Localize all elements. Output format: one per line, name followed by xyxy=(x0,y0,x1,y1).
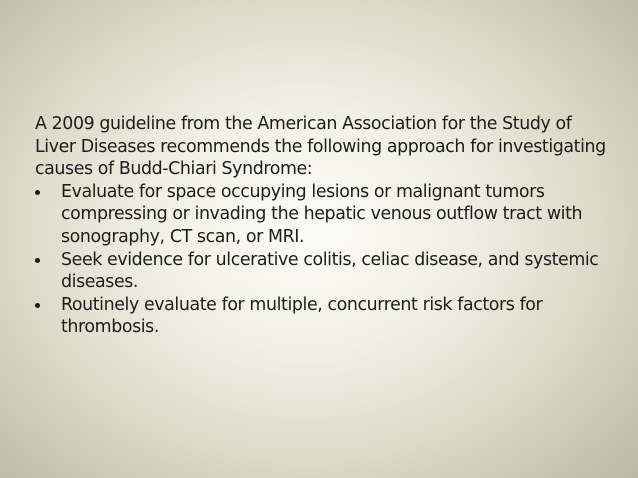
bullet-item xyxy=(35,249,615,294)
bullet-text: Evaluate for space occupying lesions or malignant tumors compressing or invading the hepatic venous outflow tract with sonography, CT scan, or MRI. xyxy=(61,181,583,247)
bullet-text: Routinely evaluate for multiple, concurrent risk factors for thrombosis. xyxy=(61,294,543,338)
bullet-text: Seek evidence for ulcerative colitis, celiac disease, and systemic diseases. xyxy=(61,249,599,293)
bullet-item xyxy=(35,294,615,339)
bullet-dot-icon xyxy=(35,190,40,195)
intro-paragraph: A 2009 guideline from the American Association for the Study of Liver Diseases recommends the following approach for investigating causes of Budd-Chiari Syndrome: xyxy=(35,114,606,180)
slide-body xyxy=(35,113,615,339)
bullet-item xyxy=(35,181,615,249)
bullet-dot-icon xyxy=(35,303,40,308)
bullet-dot-icon xyxy=(35,258,40,263)
bullet-list xyxy=(35,181,615,339)
